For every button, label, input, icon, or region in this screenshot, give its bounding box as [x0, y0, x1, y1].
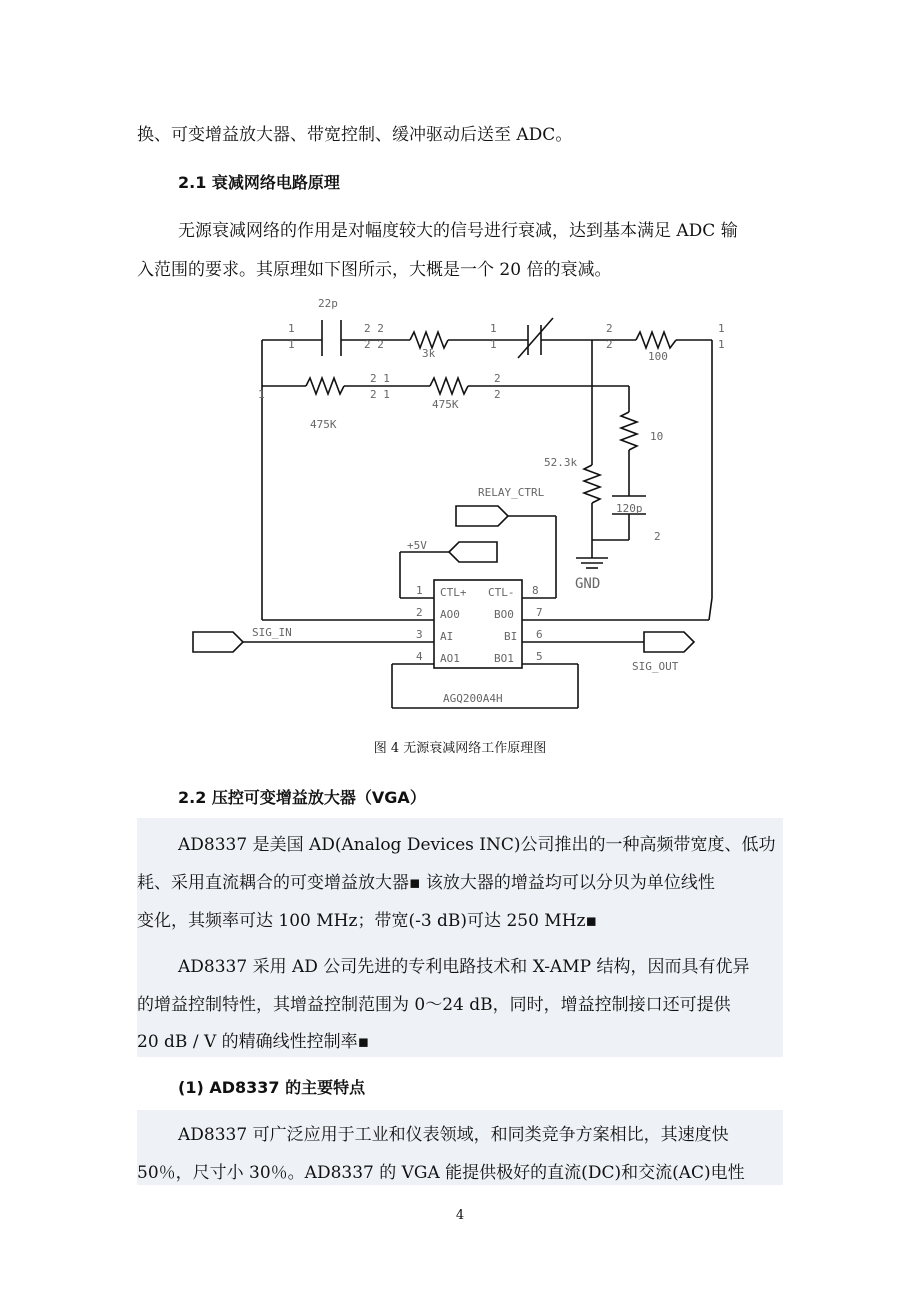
- intro-text: 换、可变增益放大器、带宽控制、缓冲驱动后送至 ADC。: [137, 125, 573, 145]
- paragraph-line: AD8337 采用 AD 公司先进的专利电路技术和 X-AMP 结构，因而具有优异: [178, 957, 750, 977]
- pin-name: CTL+: [440, 586, 467, 599]
- c2-value-label: 120p: [616, 502, 643, 515]
- pin-marker: 2: [606, 338, 613, 351]
- figure-caption: 图 4 无源衰减网络工作原理图: [373, 741, 547, 756]
- pin-number: 8: [532, 584, 539, 597]
- sig-in-label: SIG_IN: [252, 626, 292, 639]
- pin-marker: 1: [490, 338, 497, 351]
- pin-marker: 1: [718, 338, 725, 351]
- pin-marker: 2 2: [364, 338, 384, 351]
- pin-number: 1: [416, 584, 423, 597]
- pin-marker: 2: [606, 322, 613, 335]
- sig-out-port: [644, 632, 694, 652]
- resistor-3k: [410, 332, 448, 348]
- pin-marker: 1: [490, 322, 497, 335]
- wire: [709, 598, 712, 620]
- pin-name: AO0: [440, 608, 460, 621]
- pin-marker: 2: [494, 388, 501, 401]
- relay-ctrl-label: RELAY_CTRL: [478, 486, 545, 499]
- pin-number: 6: [536, 628, 543, 641]
- pin-marker: 1: [718, 322, 725, 335]
- paragraph-line: AD8337 可广泛应用于工业和仪表领域，和同类竞争方案相比，其速度快: [178, 1125, 729, 1145]
- pin-marker: 2 1: [370, 388, 390, 401]
- sig-in-port: [193, 632, 243, 652]
- pin-name: AI: [440, 630, 454, 643]
- r5-value-label: 52.3k: [544, 456, 578, 469]
- paragraph-line: 耗、采用直流耦合的可变增益放大器▪ 该放大器的增益均可以分贝为单位线性: [137, 873, 715, 893]
- resistor-475k: [306, 378, 344, 394]
- section-heading-2-1: 2.1 衰减网络电路原理: [178, 173, 340, 192]
- resistor-10: [621, 412, 637, 450]
- r3-value-label: 475K: [310, 418, 337, 431]
- r1-value-label: 3k: [422, 347, 436, 360]
- plus5v-label: +5V: [407, 539, 427, 552]
- pin-marker: 2: [654, 530, 661, 543]
- paragraph-line: 无源衰减网络的作用是对幅度较大的信号进行衰减，达到基本满足 ADC 输: [178, 221, 738, 241]
- paragraph-line: 50％，尺寸小 30％。AD8337 的 VGA 能提供极好的直流(DC)和交流(AC)电性: [137, 1163, 745, 1183]
- sig-out-label: SIG_OUT: [632, 660, 679, 673]
- relay-ctrl-port: [456, 506, 508, 526]
- r4-value-label: 475K: [432, 398, 459, 411]
- pin-marker: 1: [258, 388, 265, 401]
- paragraph-line: 20 dB / V 的精确线性控制率▪: [137, 1032, 370, 1052]
- pin-number: 3: [416, 628, 423, 641]
- paragraph-line: AD8337 是美国 AD(Analog Devices INC)公司推出的一种高频带宽度、低功: [178, 835, 776, 855]
- pin-number: 7: [536, 606, 543, 619]
- pin-name: BO0: [494, 608, 514, 621]
- chip-name-label: AGQ200A4H: [443, 692, 503, 705]
- attenuation-network-schematic: [0, 290, 920, 730]
- resistor-475k: [430, 378, 468, 394]
- r6-value-label: 10: [650, 430, 664, 443]
- pin-marker: 1: [288, 338, 295, 351]
- page-number: 4: [455, 1208, 465, 1223]
- pin-name: AO1: [440, 652, 460, 665]
- section-heading-2-2: 2.2 压控可变增益放大器（VGA）: [178, 788, 426, 807]
- subheading-features: (1) AD8337 的主要特点: [178, 1078, 366, 1097]
- variable-capacitor-arrow: [518, 318, 553, 358]
- pin-name: BO1: [494, 652, 514, 665]
- pin-marker: 2 2: [364, 322, 384, 335]
- paragraph-line: 变化，其频率可达 100 MHz；带宽(-3 dB)可达 250 MHz▪: [137, 911, 598, 931]
- paragraph-line: 入范围的要求。其原理如下图所示，大概是一个 20 倍的衰减。: [137, 260, 612, 280]
- pin-marker: 1: [288, 322, 295, 335]
- pin-number: 4: [416, 650, 423, 663]
- r2-value-label: 100: [648, 350, 668, 363]
- pin-marker: 2: [494, 372, 501, 385]
- pin-name: CTL-: [488, 586, 515, 599]
- pin-number: 5: [536, 650, 543, 663]
- c1-value-label: 22p: [318, 297, 338, 310]
- pin-number: 2: [416, 606, 423, 619]
- pin-name: BI: [504, 630, 518, 643]
- paragraph-line: 的增益控制特性，其增益控制范围为 0～24 dB，同时，增益控制接口还可提供: [137, 995, 731, 1015]
- gnd-label: GND: [575, 576, 601, 592]
- plus5v-port: [449, 542, 497, 562]
- resistor-100: [636, 332, 676, 348]
- resistor-52-3k: [584, 465, 600, 503]
- pin-marker: 2 1: [370, 372, 390, 385]
